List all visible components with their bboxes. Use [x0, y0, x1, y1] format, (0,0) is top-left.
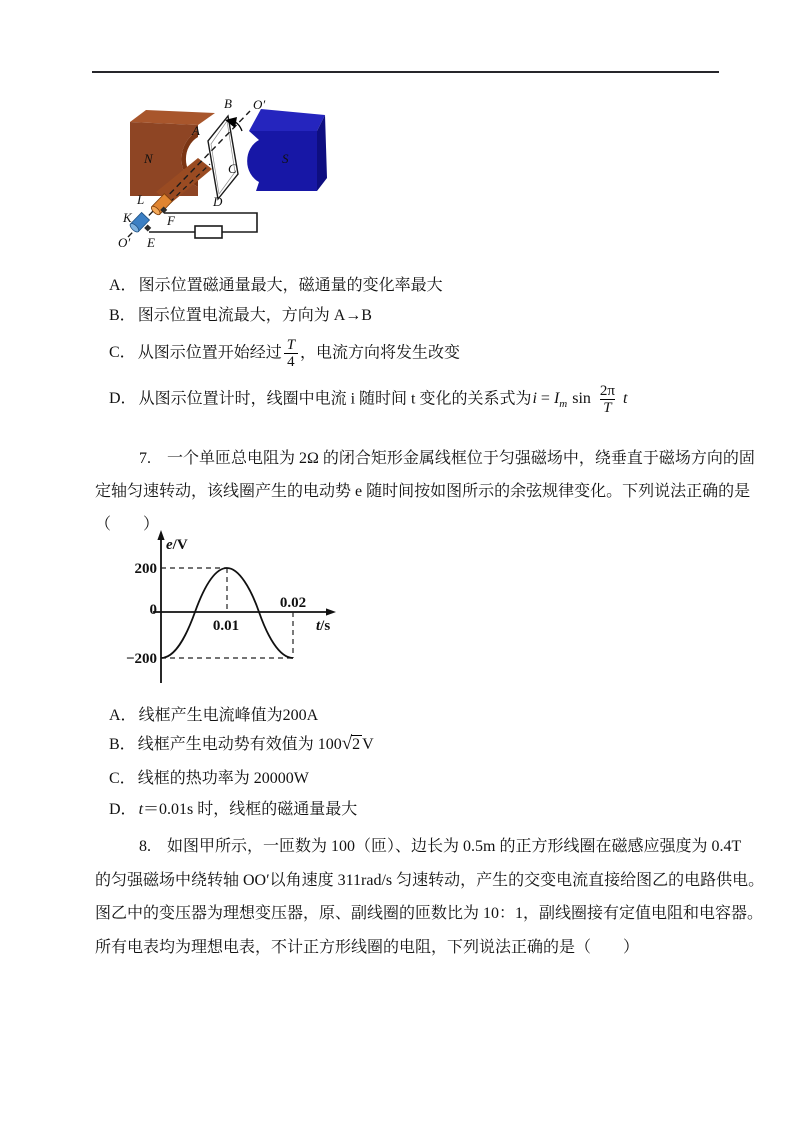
option-text: 图示位置电流最大，方向为 A→B	[137, 307, 372, 324]
y-tick-neg200: −200	[125, 651, 157, 667]
q7-line-1: 7. 一个单匝总电阻为 2Ω 的闭合矩形金属线框位于匀强磁场中，绕垂直于磁场方向的固	[139, 450, 755, 467]
option-text: 线框的热功率为 20000W	[137, 770, 309, 787]
slip-ring-k	[129, 212, 150, 233]
option-label: A．	[109, 277, 137, 294]
generator-figure	[118, 94, 330, 254]
coil-corner-b-label: B	[224, 96, 232, 111]
x-tick-001: 0.01	[212, 618, 240, 634]
header-rule	[92, 71, 719, 73]
q8-line-3: 图乙中的变压器为理想变压器，原、副线圈的匝数比为 10：1，副线圈接有定值电阻和电容器。	[95, 905, 764, 922]
option-label: A．	[109, 707, 137, 724]
magnet-n	[130, 110, 215, 203]
coil-corner-d-label: D	[213, 194, 223, 209]
fraction-t-over-4: $\frac{T}{4}$	[284, 337, 298, 370]
q7-option-c	[109, 768, 309, 790]
x-axis-arrow	[326, 608, 336, 615]
y-tick-200: 200	[134, 561, 157, 577]
q8-line-2: 的匀强磁场中绕转轴 OO′以角速度 311rad/s 匀速转动，产生的交变电流直接给图乙的电路供电。	[95, 871, 765, 889]
variable-t: t	[138, 801, 144, 818]
option-label: C．	[109, 344, 136, 362]
option-label: B．	[109, 307, 136, 324]
option-label: D．	[109, 390, 137, 408]
q8-line-4: 所有电表均为理想电表，不计正方形线圈的电阻，下列说法正确的是（ ）	[95, 938, 640, 956]
axis-o-top-label: O′	[253, 97, 266, 112]
option-text: 从图示位置计时，线圈中电流 i 随时间 t 变化的关系式为	[138, 390, 532, 408]
option-label: D．	[109, 801, 137, 818]
magnet-s	[247, 109, 327, 191]
option-text: 线框产生电动势有效值为 100	[137, 736, 342, 753]
y-axis-label: e/V	[166, 537, 188, 553]
q7-option-d	[109, 799, 357, 821]
coil-corner-c-label: C	[228, 161, 237, 176]
option-text: V	[362, 736, 374, 753]
slip-ring-k-label: K	[123, 210, 132, 225]
option-text: 从图示位置开始经过	[137, 344, 282, 362]
fraction-2pi-over-t: $\frac{2\pi}{T}$	[599, 383, 615, 417]
emf-time-graph	[110, 525, 342, 687]
question-8-stem	[95, 830, 795, 964]
option-label: C．	[109, 770, 136, 787]
coil-corner-a-label: A	[192, 123, 200, 138]
y-tick-0: 0	[149, 602, 157, 618]
q7-line-3: （ ）	[95, 516, 160, 533]
q6-option-c	[109, 337, 460, 370]
option-label: B．	[109, 736, 136, 753]
brush-f-label: F	[167, 213, 175, 228]
magnet-n-label: N	[144, 151, 153, 166]
q7-option-b	[109, 733, 374, 756]
option-text: 线框产生电流峰值为200A	[138, 707, 319, 724]
sqrt-2: √2	[341, 733, 361, 754]
q6-option-d	[109, 383, 627, 416]
x-axis-label: t/s	[316, 618, 331, 634]
q6-option-b	[109, 305, 372, 327]
slip-ring-l-label: L	[137, 192, 145, 207]
option-text: ，电流方向将发生改变	[300, 344, 461, 362]
x-tick-002: 0.02	[279, 595, 307, 611]
option-text: ＝0.01s 时，线框的磁通量最大	[143, 801, 358, 818]
current-equation: $i = I_m$ sin $\frac{2\pi}{T}$ t	[532, 383, 628, 417]
resistor	[195, 226, 222, 238]
brush-e-label: E	[147, 235, 155, 250]
brush-e	[144, 224, 151, 231]
option-text: 图示位置磁通量最大，磁通量的变化率最大	[138, 277, 443, 294]
y-axis-arrow	[157, 530, 164, 540]
q7-line-2: 定轴匀速转动，该线圈产生的电动势 e 随时间按如图所示的余弦规律变化。下列说法正确的是	[95, 483, 751, 500]
q7-option-a	[109, 705, 318, 727]
axis-o-bottom-label: O′	[118, 235, 131, 250]
external-circuit	[149, 213, 257, 238]
magnet-s-label: S	[282, 151, 289, 166]
q6-option-a	[109, 275, 443, 297]
q8-line-1: 8. 如图甲所示，一匝数为 100（匝）、边长为 0.5m 的正方形线圈在磁感应强度为 0.4T	[139, 838, 742, 855]
